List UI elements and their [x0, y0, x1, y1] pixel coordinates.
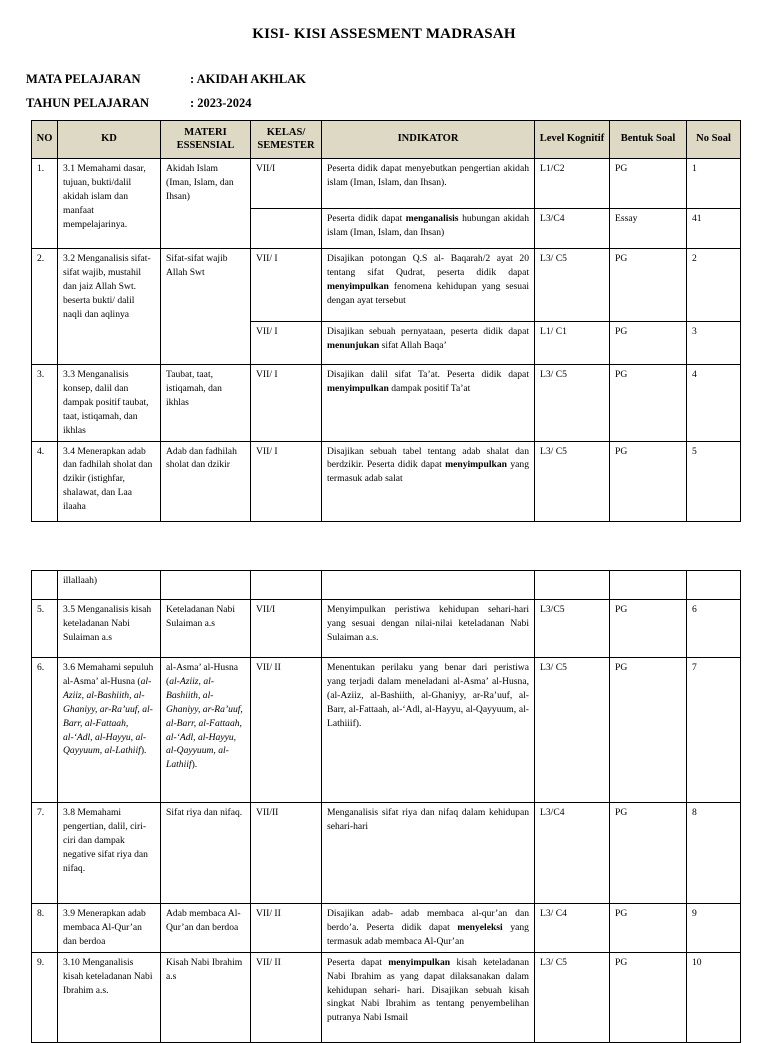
cell-bentuk: PG — [610, 658, 687, 803]
cell-nosoal: 10 — [687, 952, 741, 1042]
cell-nosoal: 5 — [687, 441, 741, 521]
cell-level: L3/ C4 — [535, 904, 610, 953]
cell-nosoal: 4 — [687, 365, 741, 442]
meta-year — [26, 96, 251, 111]
table-row — [32, 249, 741, 322]
cell-kelas: VII/II — [251, 803, 322, 904]
cell-kd: 3.9 Menerapkan adab membaca Al-Qur’an dan berdoa — [58, 904, 161, 953]
cell-no: 8. — [32, 904, 58, 953]
cell-level: L1/C2 — [535, 159, 610, 209]
cell-nosoal: 8 — [687, 803, 741, 904]
cell-no: 3. — [32, 365, 58, 442]
cell-kelas: VII/ I — [251, 441, 322, 521]
cell-bentuk: PG — [610, 441, 687, 521]
cell-kd: 3.1 Memahami dasar, tujuan, bukti/dalil akidah islam dan manfaat mempelajarinya. — [58, 159, 161, 249]
cell-indikator: Disajikan sebuah tabel tentang adab shalat dan berdzikir. Peserta didik dapat menyimpulkan yang termasuk adab salat — [322, 441, 535, 521]
cell-indikator: Menyimpulkan peristiwa kehidupan sehari-hari yang sesuai dengan nilai-nilai keteladanan Nabi Sulaiman a.s. — [322, 600, 535, 658]
cell-bentuk: PG — [610, 952, 687, 1042]
cell-level: L3/ C5 — [535, 441, 610, 521]
cell-bentuk: Essay — [610, 209, 687, 249]
cell-nosoal: 3 — [687, 322, 741, 365]
cell-kd: 3.5 Menganalisis kisah keteladanan Nabi Sulaiman a.s — [58, 600, 161, 658]
table-row — [32, 571, 741, 600]
cell-level: L3/ C5 — [535, 658, 610, 803]
cell-kd: 3.3 Menganalisis konsep, dalil dan dampak positif taubat, taat, istiqamah, dan ikhlas — [58, 365, 161, 442]
cell-materi: Taubat, taat, istiqamah, dan ikhlas — [161, 365, 251, 442]
cell-no: 1. — [32, 159, 58, 249]
meta-year-value: : 2023-2024 — [190, 96, 252, 110]
cell-level — [535, 571, 610, 600]
cell-level: L1/ C1 — [535, 322, 610, 365]
cell-kelas: VII/ I — [251, 322, 322, 365]
header-nosoal: No Soal — [687, 121, 741, 159]
kisi-table-page-2 — [31, 570, 741, 1043]
cell-nosoal: 1 — [687, 159, 741, 209]
cell-nosoal: 9 — [687, 904, 741, 953]
cell-indikator: Disajikan sebuah pernyataan, peserta didik dapat menunjukan sifat Allah Baqa’ — [322, 322, 535, 365]
cell-materi: al-Asma’ al-Husna (al-Aziiz, al-Bashiith, al-Ghaniyy, ar-Ra’uuf, al-Barr, al-Fattaah, al-‘Adl, al-Hayyu, al-Qayyuum, al-Lathiif). — [161, 658, 251, 803]
cell-kelas: VII/ I — [251, 365, 322, 442]
cell-nosoal — [687, 571, 741, 600]
cell-no: 6. — [32, 658, 58, 803]
table-header-row — [32, 121, 741, 159]
cell-bentuk: PG — [610, 803, 687, 904]
cell-bentuk: PG — [610, 904, 687, 953]
meta-year-label: TAHUN PELAJARAN — [26, 96, 150, 110]
cell-no — [32, 571, 58, 600]
cell-materi: Sifat-sifat wajib Allah Swt — [161, 249, 251, 365]
cell-kelas: VII/ II — [251, 904, 322, 953]
cell-indikator: Disajikan potongan Q.S al- Baqarah/2 ayat 20 tentang sifat Qudrat, peserta didik dapat menyimpulkan fenomena kehidupan yang sesuai dengan ayat tersebut — [322, 249, 535, 322]
meta-subject-value: : AKIDAH AKHLAK — [190, 72, 306, 86]
cell-kelas: VII/ I — [251, 249, 322, 322]
header-bentuk: Bentuk Soal — [610, 121, 687, 159]
cell-kelas: VII/ II — [251, 658, 322, 803]
cell-level: L3/ C5 — [535, 365, 610, 442]
cell-indikator: Peserta didik dapat menganalisis hubungan akidah islam (Iman, Islam, dan Ihsan) — [322, 209, 535, 249]
cell-materi — [161, 571, 251, 600]
cell-kd: 3.6 Memahami sepuluh al-Asma’ al-Husna (al-Aziiz, al-Bashiith, al-Ghaniyy, ar-Ra’uuf, al-Barr, al-Fattaah, al-‘Adl, al-Hayyu, al-Qayyuum, al-Lathiif). — [58, 658, 161, 803]
cell-bentuk: PG — [610, 249, 687, 322]
cell-kelas: VII/ II — [251, 952, 322, 1042]
cell-level: L3/ C5 — [535, 952, 610, 1042]
cell-indikator — [322, 571, 535, 600]
cell-kd: 3.8 Memahami pengertian, dalil, ciri-ciri dan dampak negative sifat riya dan nifaq. — [58, 803, 161, 904]
cell-materi: Adab membaca Al-Qur’an dan berdoa — [161, 904, 251, 953]
cell-indikator: Menganalisis sifat riya dan nifaq dalam kehidupan sehari-hari — [322, 803, 535, 904]
header-no: NO — [32, 121, 58, 159]
cell-level: L3/C4 — [535, 209, 610, 249]
table-row — [32, 658, 741, 803]
cell-kd: illallaah) — [58, 571, 161, 600]
header-kd: KD — [58, 121, 161, 159]
cell-bentuk: PG — [610, 322, 687, 365]
cell-no: 4. — [32, 441, 58, 521]
table-row — [32, 441, 741, 521]
cell-indikator: Disajikan adab- adab membaca al-qur’an dan berdo’a. Peserta didik dapat menyeleksi yang termasuk adab membaca Al-Qur’an — [322, 904, 535, 953]
table-row — [32, 803, 741, 904]
cell-level: L3/C4 — [535, 803, 610, 904]
cell-kelas: VII/I — [251, 600, 322, 658]
cell-bentuk: PG — [610, 159, 687, 209]
cell-materi: Kisah Nabi Ibrahim a.s — [161, 952, 251, 1042]
cell-kd: 3.2 Menganalisis sifat-sifat wajib, mustahil dan jaiz Allah Swt. beserta bukti/ dalil naqli dan aqlinya — [58, 249, 161, 365]
cell-no: 5. — [32, 600, 58, 658]
table-row — [32, 904, 741, 953]
header-materi: MATERI ESSENSIAL — [161, 121, 251, 159]
cell-indikator: Menentukan perilaku yang benar dari peristiwa yang terjadi dalam meneladani al-Asma’ al-Husna, (al-Aziiz, al-Bashiith, al-Ghaniyy, ar-Ra’uuf, al-Barr, al-Fattaah, al-‘Adl, al-Hayyu, al-Qayyuum, al-Lathiiif). — [322, 658, 535, 803]
cell-nosoal: 7 — [687, 658, 741, 803]
meta-subject — [26, 72, 306, 87]
header-level: Level Kognitif — [535, 121, 610, 159]
cell-bentuk — [610, 571, 687, 600]
cell-level: L3/ C5 — [535, 249, 610, 322]
cell-kelas — [251, 209, 322, 249]
cell-indikator: Disajikan dalil sifat Ta’at. Peserta didik dapat menyimpulkan dampak positif Ta’at — [322, 365, 535, 442]
document-title: KISI- KISI ASSESMENT MADRASAH — [252, 26, 516, 42]
cell-bentuk: PG — [610, 365, 687, 442]
cell-materi: Sifat riya dan nifaq. — [161, 803, 251, 904]
table-row — [32, 365, 741, 442]
table-row — [32, 600, 741, 658]
table-row — [32, 952, 741, 1042]
cell-materi: Akidah Islam (Iman, Islam, dan Ihsan) — [161, 159, 251, 249]
header-kelas: KELAS/ SEMESTER — [251, 121, 322, 159]
header-indikator: INDIKATOR — [322, 121, 535, 159]
cell-no: 2. — [32, 249, 58, 365]
cell-kelas — [251, 571, 322, 600]
cell-nosoal: 2 — [687, 249, 741, 322]
cell-bentuk: PG — [610, 600, 687, 658]
cell-materi: Adab dan fadhilah sholat dan dzikir — [161, 441, 251, 521]
cell-materi: Keteladanan Nabi Sulaiman a.s — [161, 600, 251, 658]
cell-nosoal: 41 — [687, 209, 741, 249]
cell-kd: 3.10 Menganalisis kisah keteladanan Nabi Ibrahim a.s. — [58, 952, 161, 1042]
table-row — [32, 159, 741, 209]
cell-level: L3/C5 — [535, 600, 610, 658]
meta-subject-label: MATA PELAJARAN — [26, 72, 141, 86]
kisi-table-page-1 — [31, 120, 741, 522]
cell-indikator: Peserta didik dapat menyebutkan pengertian akidah islam (Iman, Islam, dan Ihsan). — [322, 159, 535, 209]
cell-no: 9. — [32, 952, 58, 1042]
cell-indikator: Peserta dapat menyimpulkan kisah keteladanan Nabi Ibrahim as yang dapat dilaksanakan dalam kehidupan sehari- hari. Disajikan sebuah kisah singkat Nabi Ibrahim as tentang penyembelihan putranya Nabi Ismail — [322, 952, 535, 1042]
cell-nosoal: 6 — [687, 600, 741, 658]
cell-kelas: VII/I — [251, 159, 322, 209]
cell-no: 7. — [32, 803, 58, 904]
cell-kd: 3.4 Menerapkan adab dan fadhilah sholat dan dzikir (istighfar, shalawat, dan Laa ilaaha — [58, 441, 161, 521]
